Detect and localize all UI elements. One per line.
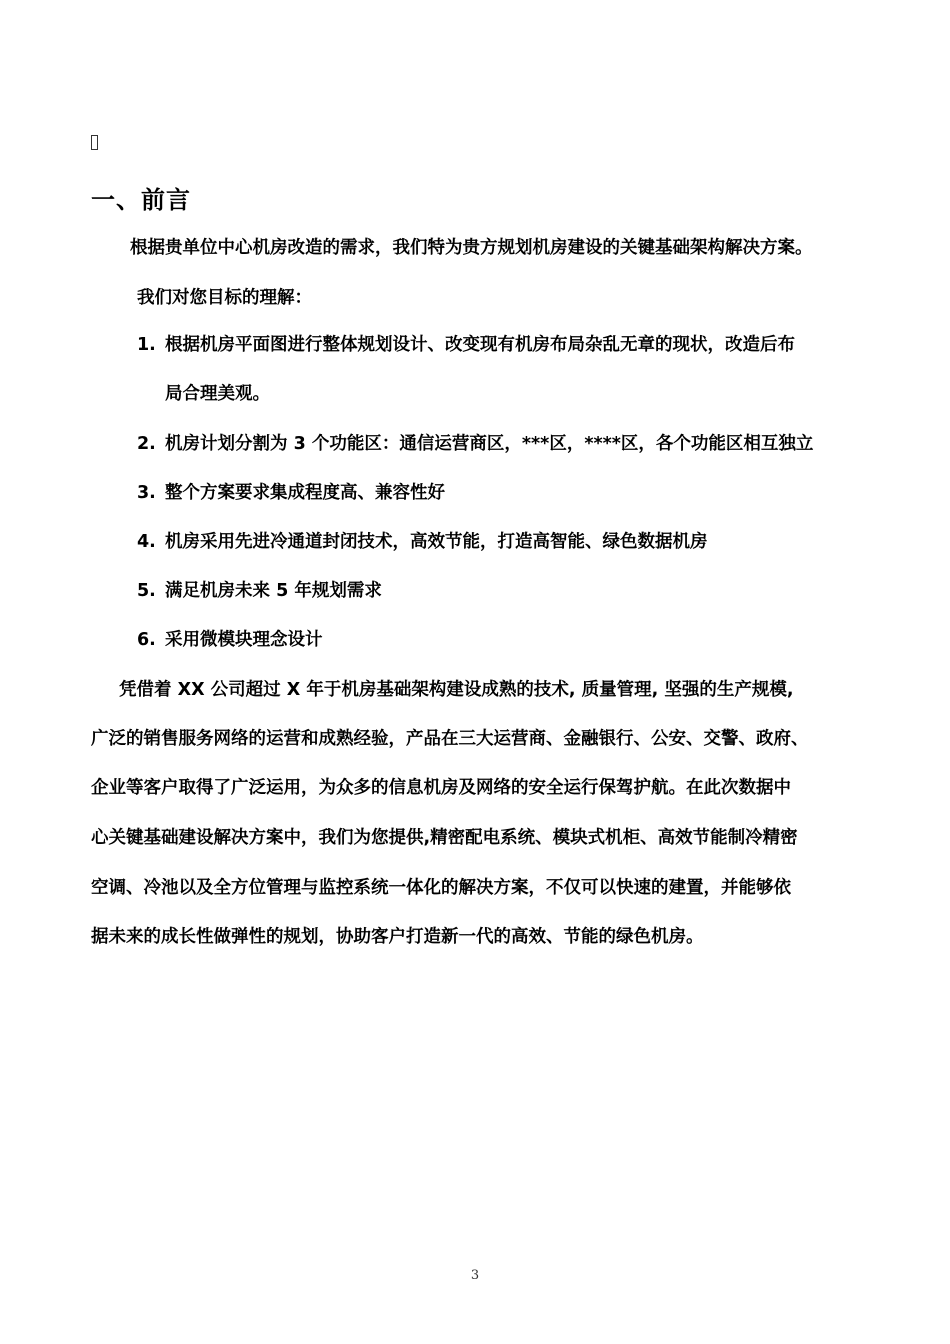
closing-paragraph-line: 企业等客户取得了广泛运用，为众多的信息机房及网络的安全运行保驾护航。在此次数据中 [91, 778, 791, 798]
list-item-number: 2. [137, 434, 156, 454]
list-item [137, 579, 382, 603]
list-item-text: 机房采用先进冷通道封闭技术，高效节能，打造高智能、绿色数据机房 [165, 532, 708, 552]
list-item-text: 满足机房未来 5 年规划需求 [165, 581, 382, 601]
list-item-text: 整个方案要求集成程度高、兼容性好 [165, 483, 445, 503]
list-item-number: 1. [137, 335, 156, 355]
intro-paragraph: 根据贵单位中心机房改造的需求，我们特为贵方规划机房建设的关键基础架构解决方案。 [130, 238, 813, 258]
list-item-number: 6. [137, 630, 156, 650]
closing-paragraph-line: 凭借着 XX 公司超过 X 年于机房基础架构建设成熟的技术, 质量管理, 坚强的生产规模, [119, 680, 794, 700]
list-item [137, 481, 445, 505]
list-item [137, 432, 813, 456]
list-item [137, 530, 708, 554]
closing-paragraph-line: 心关键基础建设解决方案中，我们为您提供,精密配电系统、模块式机柜、高效节能制冷精密 [91, 828, 798, 848]
closing-paragraph-line: 空调、冷池以及全方位管理与监控系统一体化的解决方案，不仅可以快速的建置，并能够依 [91, 878, 791, 898]
list-item [137, 628, 323, 652]
closing-paragraph-line: 广泛的销售服务网络的运营和成熟经验，产品在三大运营商、金融银行、公安、交警、政府、 [91, 729, 809, 749]
list-item-number: 5. [137, 581, 156, 601]
list-item-continuation: 局合理美观。 [165, 384, 270, 404]
missing-glyph-icon [91, 135, 98, 150]
list-item-number: 4. [137, 532, 156, 552]
list-item [137, 333, 795, 357]
list-item-text: 机房计划分割为 3 个功能区：通信运营商区，***区，****区，各个功能区相互独立 [165, 434, 814, 454]
list-item-text: 采用微模块理念设计 [165, 630, 323, 650]
page-number: 3 [470, 1268, 480, 1283]
section-heading: 一、前言 [91, 186, 191, 214]
list-item-number: 3. [137, 483, 156, 503]
understanding-label: 我们对您目标的理解： [137, 288, 312, 308]
closing-paragraph-line: 据未来的成长性做弹性的规划，协助客户打造新一代的高效、节能的绿色机房。 [91, 927, 704, 947]
list-item-text: 根据机房平面图进行整体规划设计、改变现有机房布局杂乱无章的现状，改造后布 [165, 335, 795, 355]
